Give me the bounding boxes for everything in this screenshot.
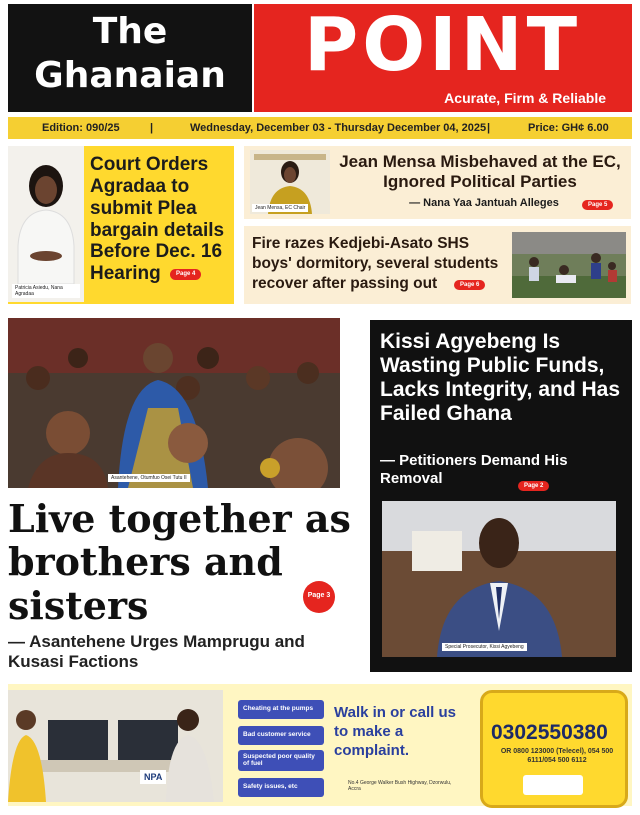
npa-advert[interactable] — [8, 684, 632, 806]
story-fire[interactable] — [244, 226, 631, 304]
agradaa-portrait-icon — [8, 146, 84, 302]
photo-caption: Special Prosecutor, Kissi Agyebeng — [442, 643, 527, 651]
complaint-item — [238, 726, 324, 745]
court-headline[interactable] — [90, 154, 238, 285]
students-scene-icon — [512, 232, 626, 298]
complaint-item — [238, 778, 324, 797]
hero-headline[interactable]: Live together as brothers and sisters — [8, 496, 351, 628]
kissi-subheadline: — Petitioners Demand His Removal — [380, 452, 568, 487]
masthead-brand: POINT — [304, 2, 582, 88]
divider: | — [150, 122, 154, 134]
complaint-item — [238, 700, 324, 719]
npa-logo-text: NPA — [144, 772, 163, 782]
kissi-headline: Kissi Agyebeng Is Wasting Public Funds, Lacks Integrity, and Has Failed Ghana — [380, 330, 621, 425]
agradaa-photo — [8, 146, 84, 302]
complaint-item-label: Cheating at the pumps — [243, 705, 314, 712]
photo-caption: Patricia Asiedu, Nana Agradaa — [12, 284, 80, 298]
npa-logo — [140, 770, 166, 784]
complaint-item-label: Suspected poor quality of fuel — [243, 753, 315, 768]
edition-price: Price: GH¢ 6.00 — [528, 122, 609, 134]
jean-headline: Jean Mensa Misbehaved at the EC, Ignored Political Parties — [339, 152, 621, 192]
asantehene-photo — [8, 318, 340, 488]
ad-cta: Walk in or call us to make a complaint. — [334, 704, 456, 759]
customer-service-scene-icon — [8, 690, 223, 802]
edition-strip — [8, 117, 632, 139]
kissi-portrait-icon — [382, 501, 616, 657]
hero-page-text: Page 3 — [307, 592, 331, 599]
masthead-title-the: The — [92, 11, 168, 52]
ad-alt-phones: OR 0800 123000 (Telecel), 054 500 6111/054 500 6112 — [500, 748, 614, 765]
edition-number: Edition: 090/25 — [42, 122, 120, 134]
page-tag[interactable]: Page 5 — [582, 200, 613, 210]
divider: | — [487, 122, 491, 134]
masthead-title-ghanaian: Ghanaian — [34, 55, 226, 96]
page-tag[interactable]: Page 2 — [518, 481, 549, 491]
story-jean-mensa[interactable] — [244, 146, 631, 219]
jean-byline: — Nana Yaa Jantuah Alleges — [409, 197, 559, 209]
complaint-item-label: Safety issues, etc — [243, 783, 298, 790]
complaint-item — [238, 750, 324, 771]
page-tag[interactable]: Page 6 — [454, 280, 485, 290]
phone-screen-icon — [523, 775, 583, 795]
page-tag[interactable]: Page 4 — [170, 269, 201, 280]
court-headline-text: Court Orders Agradaa to submit Plea bargain details Before Dec. 16 Hearing — [90, 154, 225, 285]
phone-graphic[interactable] — [480, 690, 628, 808]
photo-caption: Asantehene, Otumfuo Osei Tutu II — [108, 474, 190, 482]
fire-headline: Fire razes Kedjebi-Asato SHS boys' dormitory, several students recover after passing out — [252, 235, 499, 292]
photo-caption: Jean Mensa, EC Chair — [252, 204, 308, 212]
masthead-brand-block — [254, 4, 632, 112]
masthead-tagline: Acurate, Firm & Reliable — [444, 90, 606, 106]
kissi-photo — [382, 501, 616, 657]
hero-subheadline: — Asantehene Urges Mamprugu and Kusasi Factions — [8, 632, 305, 672]
jean-mensa-photo — [250, 150, 330, 214]
fire-photo — [512, 232, 626, 298]
ad-phone: 0302550380 — [491, 721, 608, 744]
masthead-title-block — [8, 4, 252, 112]
ad-address: No.4 George Walker Bush Highway, Dzorwulu, Accra — [348, 780, 452, 792]
asantehene-crowd-icon — [8, 318, 340, 488]
edition-date: Wednesday, December 03 - Thursday December 04, 2025 — [190, 122, 487, 134]
complaint-item-label: Bad customer service — [243, 731, 311, 738]
hero-page-badge[interactable] — [303, 581, 335, 613]
